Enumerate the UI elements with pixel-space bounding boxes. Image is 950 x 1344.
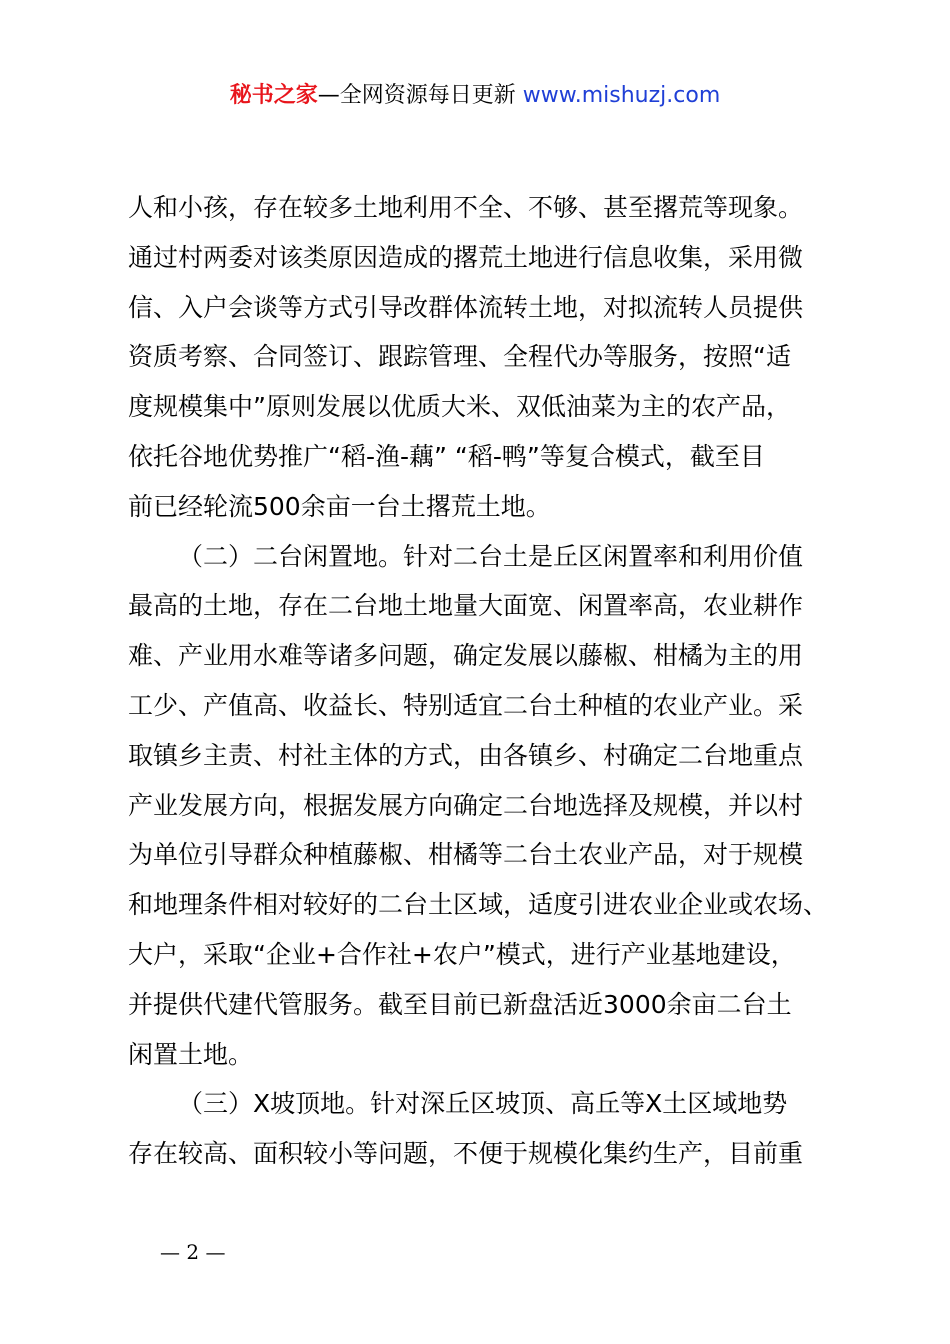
text-line: 人和小孩，存在较多土地利用不全、不够、甚至撂荒等现象。 — [128, 193, 804, 222]
section-heading-line: （三）X坡顶地。针对深丘区坡顶、高丘等X土区域地势 — [178, 1089, 788, 1119]
text-line: 资质考察、合同签订、跟踪管理、全程代办等服务，按照“适 — [128, 342, 791, 372]
header-url-link[interactable]: www.mishuzj.com — [522, 83, 721, 108]
text-line: 大户，采取“企业+合作社+农户”模式，进行产业基地建设， — [128, 939, 796, 969]
text-line: 通过村两委对该类原因造成的撂荒土地进行信息收集，采用微 — [128, 242, 804, 272]
text-line: 依托谷地优势推广“稻-渔-藕” “稻-鸭”等复合模式，截至目 — [128, 441, 765, 471]
site-header — [0, 80, 950, 112]
page-number: — 2 — — [160, 1240, 226, 1264]
text-line: 信、入户会谈等方式引导改群体流转土地，对拟流转人员提供 — [128, 292, 804, 322]
text-line: 为单位引导群众种植藤椒、柑橘等二台土农业产品，对于规模 — [128, 840, 804, 870]
text-line: 存在较高、面积较小等问题，不便于规模化集约生产，目前重 — [128, 1139, 804, 1169]
section-heading-line: （二）二台闲置地。针对二台土是丘区闲置率和利用价值 — [178, 541, 804, 571]
text-line: 取镇乡主责、村社主体的方式，由各镇乡、村确定二台地重点 — [128, 740, 804, 770]
text-line: 并提供代建代管服务。截至目前已新盘活近3000余亩二台土 — [128, 989, 792, 1019]
document-body — [128, 183, 838, 1179]
text-line: 工少、产值高、收益长、特别适宜二台土种植的农业产业。采 — [128, 690, 804, 720]
text-line: 难、产业用水难等诸多问题，确定发展以藤椒、柑橘为主的用 — [128, 641, 804, 671]
text-line: 度规模集中”原则发展以优质大米、双低油菜为主的农产品， — [128, 392, 791, 422]
text-line: 产业发展方向，根据发展方向确定二台地选择及规模，并以村 — [128, 790, 804, 820]
text-line: 闲置土地。 — [128, 1039, 254, 1069]
text-line: 最高的土地，存在二台地土地量大面宽、闲置率高，农业耕作 — [128, 591, 804, 621]
text-line: 和地理条件相对较好的二台土区域，适度引进农业企业或农场、 — [128, 890, 829, 920]
header-slogan: —全网资源每日更新 — [317, 83, 523, 108]
header-brand: 秘书之家 — [229, 83, 318, 108]
text-line: 前已经轮流500余亩一台土撂荒土地。 — [128, 491, 551, 521]
